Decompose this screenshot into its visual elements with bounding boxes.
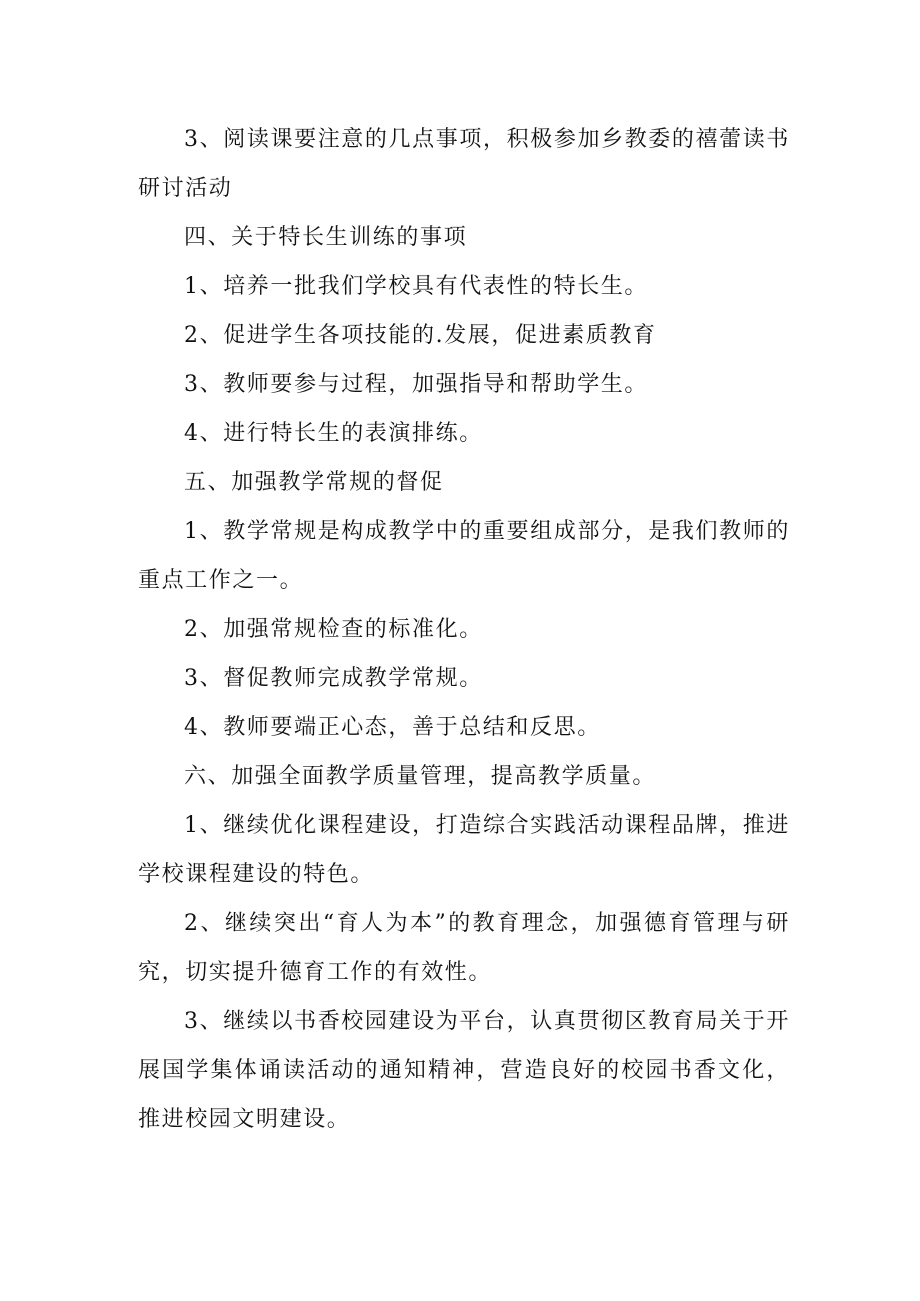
- document-body: [138, 115, 790, 1144]
- paragraph: 4、教师要端正心态，善于总结和反思。: [184, 715, 601, 740]
- paragraph: 3、阅读课要注意的几点事项，积极参加乡教委的禧蕾读书研讨活动: [138, 127, 790, 201]
- paragraph: 4、进行特长生的表演排练。: [184, 421, 483, 446]
- paragraph: 2、继续突出“育人为本”的教育理念，加强德育管理与研究，切实提升德育工作的有效性。: [138, 911, 790, 985]
- paragraph: 3、教师要参与过程，加强指导和帮助学生。: [184, 372, 648, 397]
- paragraph: 3、督促教师完成教学常规。: [184, 666, 483, 691]
- paragraph: 2、加强常规检查的标准化。: [184, 617, 483, 642]
- paragraph: 1、培养一批我们学校具有代表性的特长生。: [184, 274, 648, 299]
- section-heading: 四、关于特长生训练的事项: [184, 225, 468, 250]
- section-heading: 五、加强教学常规的督促: [184, 470, 444, 495]
- paragraph: 2、促进学生各项技能的.发展，促进素质教育: [184, 323, 657, 348]
- section-heading: 六、加强全面教学质量管理，提高教学质量。: [184, 764, 657, 789]
- paragraph: 3、继续以书香校园建设为平台，认真贯彻区教育局关于开展国学集体诵读活动的通知精神，营造良好的校园书香文化，推进校园文明建设。: [138, 1009, 790, 1132]
- paragraph: 1、教学常规是构成教学中的重要组成部分，是我们教师的重点工作之一。: [138, 519, 790, 593]
- paragraph: 1、继续优化课程建设，打造综合实践活动课程品牌，推进学校课程建设的特色。: [138, 813, 790, 887]
